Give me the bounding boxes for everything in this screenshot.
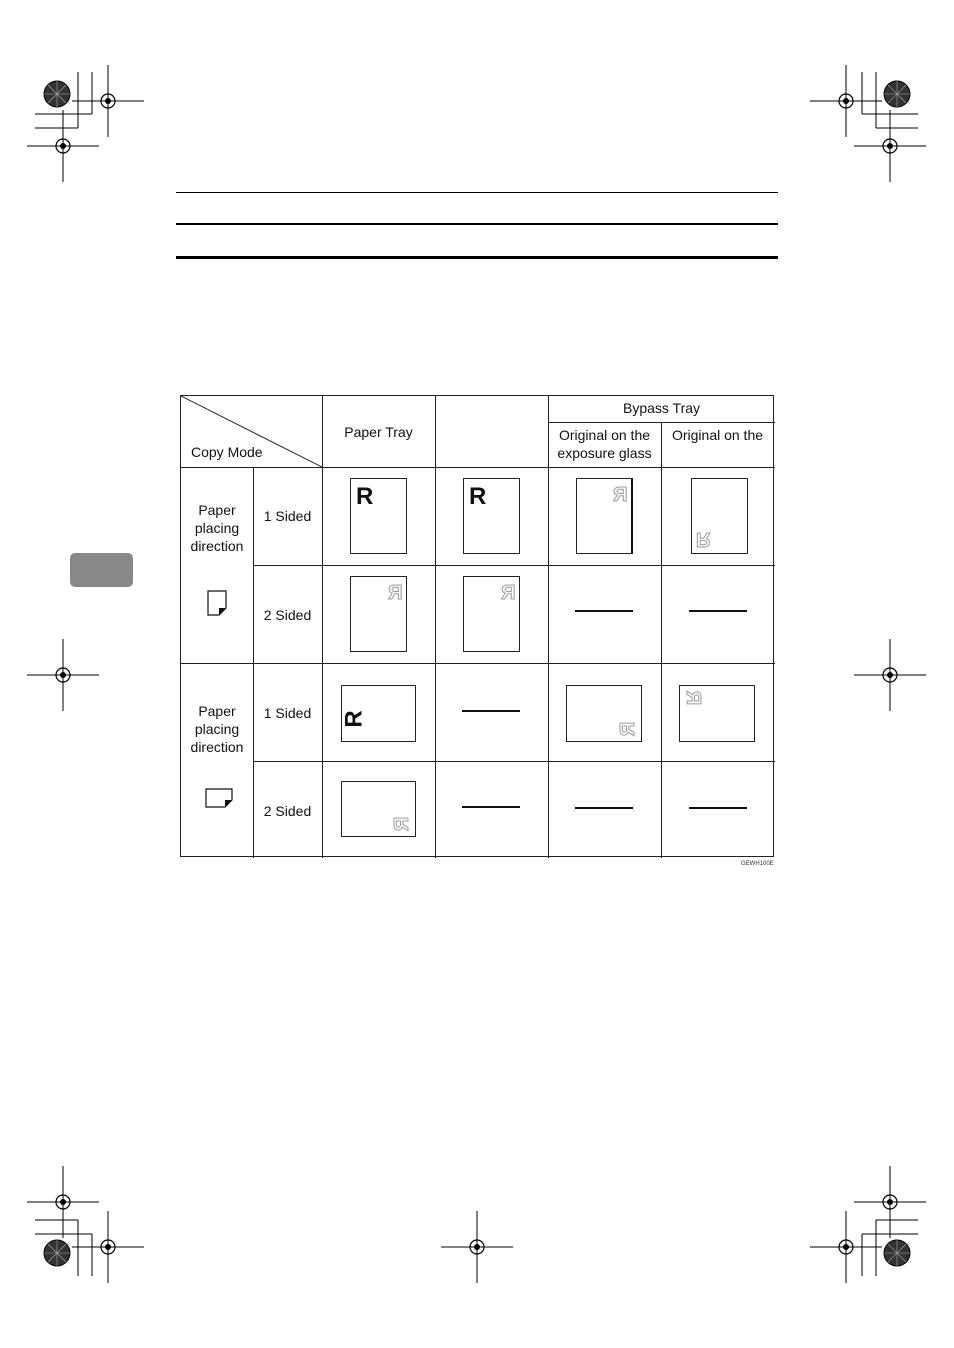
registration-cross-icon — [441, 1211, 513, 1283]
header-paper-tray: Paper Tray — [344, 424, 413, 440]
grid-line — [548, 422, 775, 423]
registration-wheel-icon — [884, 1240, 910, 1266]
not-available-dash — [462, 710, 520, 712]
header-bypass-tray: Bypass Tray — [622, 400, 701, 416]
paper-sheet — [350, 478, 407, 554]
not-available-dash — [575, 807, 633, 809]
header-bypass-other: Original on the — [671, 427, 764, 443]
group-label-portrait: Paper placing direction — [190, 502, 244, 554]
paper-sheet — [679, 685, 755, 742]
registration-cross-icon — [854, 639, 926, 711]
r-glyph-rotated: R — [390, 816, 413, 832]
chapter-tab — [70, 553, 133, 587]
not-available-dash — [689, 610, 747, 612]
r-glyph-mirrored: R — [387, 582, 402, 604]
group-label-landscape: Paper placing direction — [190, 703, 244, 755]
row-label: 2 Sided — [263, 803, 312, 819]
r-glyph: R — [356, 483, 374, 510]
registration-cross-icon — [27, 639, 99, 711]
header-rule-top — [176, 192, 778, 193]
grid-line — [181, 467, 775, 468]
registration-cross-icon — [810, 65, 882, 137]
paper-sheet — [576, 478, 633, 554]
paper-sheet — [566, 685, 642, 742]
paper-sheet — [341, 685, 416, 742]
paper-sheet — [463, 576, 520, 652]
row-label: 2 Sided — [263, 607, 312, 623]
paper-orientation-table — [180, 395, 774, 857]
r-glyph-rotated: R — [616, 721, 639, 737]
header-rule-middle — [176, 223, 778, 225]
paper-sheet — [463, 478, 520, 554]
header-copy-mode: Copy Mode — [191, 444, 263, 460]
registration-cross-icon — [27, 110, 99, 182]
grid-line — [181, 663, 775, 664]
portrait-paper-icon — [207, 590, 227, 616]
not-available-dash — [462, 806, 520, 808]
grid-line — [661, 422, 662, 858]
paper-sheet — [341, 781, 416, 837]
header-bypass-glass: Original on the exposure glass — [557, 427, 652, 461]
row-label: 1 Sided — [263, 508, 312, 524]
r-glyph-rotated: R — [696, 528, 711, 550]
grid-line — [253, 761, 775, 762]
header-rule-bottom — [176, 256, 778, 259]
row-label: 1 Sided — [263, 705, 312, 721]
registration-cross-icon — [854, 1166, 926, 1238]
landscape-paper-icon — [205, 788, 233, 808]
registration-cross-icon — [72, 65, 144, 137]
r-glyph-mirrored: R — [500, 582, 515, 604]
grid-line — [322, 396, 323, 858]
registration-cross-icon — [854, 110, 926, 182]
r-glyph: R — [469, 483, 487, 510]
paper-sheet — [691, 478, 748, 554]
registration-cross-icon — [810, 1211, 882, 1283]
grid-line — [253, 565, 775, 566]
registration-wheel-icon — [44, 1240, 70, 1266]
figure-code: GEWH100E — [741, 861, 774, 867]
grid-line — [548, 396, 549, 858]
registration-wheel-icon — [884, 81, 910, 107]
paper-sheet — [350, 576, 407, 652]
not-available-dash — [575, 610, 633, 612]
r-glyph-rotated: R — [682, 690, 705, 706]
registration-cross-icon — [72, 1211, 144, 1283]
r-glyph-mirrored: R — [612, 484, 627, 506]
registration-cross-icon — [27, 1166, 99, 1238]
registration-wheel-icon — [44, 81, 70, 107]
r-glyph-rotated: R — [340, 710, 368, 728]
grid-line — [435, 396, 436, 858]
not-available-dash — [689, 807, 747, 809]
